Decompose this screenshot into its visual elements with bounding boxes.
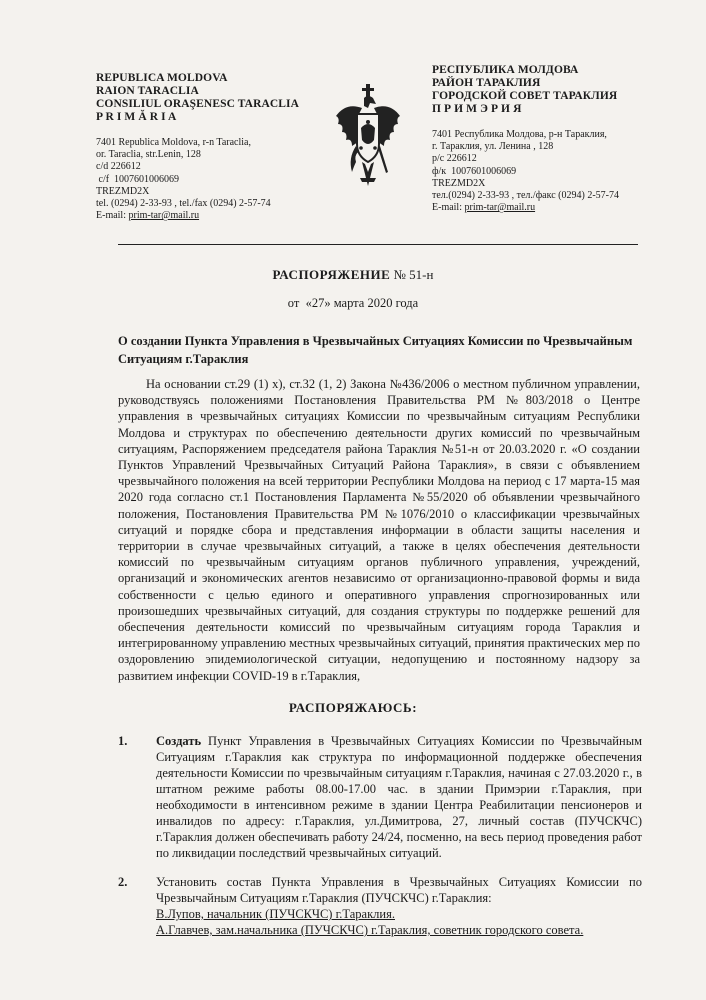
item-body: Пункт Управления в Чрезвычайных Ситуациях Комиссии по Чрезвычайным Ситуациям г.Тараклия как структура по информационной поддержке обеспечения деятельности Комиссии по чрезвычайным ситуациям г.Тараклия, начиная с 27.03.2020 г., в штатном режиме работы 08.00-17.00 час. в здании Примэрии г.Тараклия, при необходимости в интенсивном режиме в здании Центра Реабилитации пенсионеров и инвалидов по адресу: г.Тараклия, ул.Димитрова, 27, личный состав (ПУЧСКЧС) г.Тараклия должен обеспечивать работу 24/24, посменно, на весь период проведения работ по ликвидации последствий чрезвычайных ситуаций. [156, 734, 642, 860]
list-item [118, 733, 642, 861]
document-number: № 51-н [390, 267, 434, 282]
header-divider [118, 244, 638, 245]
address-line: or. Taraclia, str.Lenin, 128 [96, 149, 201, 161]
email-label: E-mail: [432, 202, 465, 214]
item-number: 1. [118, 734, 128, 748]
email-line [96, 210, 346, 222]
address-line: c/f 1007601006069 [96, 173, 180, 185]
member-line: В.Лупов, начальник (ПУЧСКЧС) г.Тараклия. [156, 907, 395, 921]
email-label: E-mail: [96, 210, 129, 222]
header-left-line-2: RAION TARACLIA [96, 85, 199, 97]
email-line [432, 202, 692, 214]
address-line: 7401 Республика Молдова, р-н Тараклия, [432, 129, 607, 140]
coat-of-arms-emblem [330, 82, 406, 192]
address-line: р/с 226612 [432, 153, 477, 165]
decree-heading: РАСПОРЯЖАЮСЬ: [288, 700, 418, 715]
address-line: c/d 226612 [96, 161, 141, 173]
address-line: TREZMD2X [96, 185, 150, 197]
address-line: TREZMD2X [432, 177, 486, 189]
document-title-text: РАСПОРЯЖЕНИЕ [272, 267, 391, 282]
email-link[interactable]: prim-tar@mail.ru [464, 202, 536, 214]
header-left-line-1: REPUBLICA MOLDOVA [96, 72, 228, 84]
header-right-address [432, 129, 692, 214]
item-number: 2. [118, 875, 128, 889]
preamble-paragraph: На основании ст.29 (1) х), ст.32 (1, 2) Закона №436/2006 о местном публичном управлении, руководствуясь положениями Постановления Правительства РМ №803/2018 о Центре управления в чрезвычайных ситуациях Комиссии по чрезвычайным ситуациям Республики Молдова и структурах по обеспечению деятельности других комиссий по чрезвычайным ситуациям, Распоряжением председателя района Тараклия №51-н от 20.03.2020 г. «О создании Пунктов Управлений Чрезвычайных Ситуаций Района Тараклия», в связи с объявлением чрезвычайного положения на всей территории Республики Молдова на период с 17 марта-15 мая 2020 года согласно ст.1 Постановления Парламента №55/2020 об объявлении чрезвычайного положения, Постановления Правительства РМ №1076/2010 о классификации чрезвычайных ситуаций и порядке сбора и представления информации в области защиты населения и территории в случае чрезвычайных ситуаций, а также в целях обеспечения деятельности комиссий по чрезвычайным ситуациям органов публичного управления, учреждений, организаций и экономических агентов независимо от организационно-правовой формы и вида собственности с целью единого и оперативного управления спрогнозированных или произошедших чрезвычайных ситуаций, для создания структуры по поддержке решений для обеспечения деятельности комиссий по чрезвычайным ситуациям города Тараклия и интегрированному управлению местных чрезвычайных ситуаций, принятия практических мер по оздоровлению эпидемиологической ситуации, недопущению и постоянному надзору за развитием инфекции COVID-19 в г.Тараклия, [118, 377, 640, 683]
document-date: от «27» марта 2020 года [287, 296, 419, 310]
document-title [0, 267, 706, 283]
item-text [156, 733, 642, 861]
header-right-line-2: РАЙОН ТАРАКЛИЯ [432, 77, 541, 89]
list-item [118, 874, 642, 938]
item-body: Установить состав Пункта Управления в Чрезвычайных Ситуациях Комиссии по Чрезвычайным Ситуациям г.Тараклия (ПУЧСКЧС) г.Тараклия: [156, 875, 642, 905]
address-line: тел.(0294) 2-33-93 , тел./факс (0294) 2-57-74 [432, 190, 619, 202]
document-subject: О создании Пункта Управления в Чрезвычайных Ситуациях Комиссии по Чрезвычайным Ситуациям г.Тараклия [118, 334, 633, 366]
header-left-line-3: CONSILIUL ORAŞENESC TARACLIA [96, 98, 300, 110]
header-right-line-3: ГОРОДСКОЙ СОВЕТ ТАРАКЛИЯ [432, 90, 618, 102]
member-line: А.Главчев, зам.начальника (ПУЧСКЧС) г.Тараклия, советник городского совета. [156, 923, 584, 937]
address-line: г. Тараклия, ул. Ленина , 128 [432, 141, 554, 153]
header-right [432, 64, 692, 214]
address-line: 7401 Republica Moldova, r-n Taraclia, [96, 137, 251, 148]
header-left [96, 72, 346, 222]
item-lead-word: Создать [156, 734, 202, 748]
email-link[interactable]: prim-tar@mail.ru [128, 210, 200, 222]
header-left-address [96, 137, 346, 222]
address-line: ф/к 1007601006069 [432, 165, 517, 177]
address-line: tel. (0294) 2-33-93 , tel./fax (0294) 2-57-74 [96, 198, 271, 210]
item-text [156, 874, 642, 938]
header-right-line-1: РЕСПУБЛИКА МОЛДОВА [432, 64, 579, 76]
header-right-line-4: П Р И М Э Р И Я [432, 103, 522, 115]
header-left-line-4: P R I M Ă R I A [96, 111, 177, 123]
